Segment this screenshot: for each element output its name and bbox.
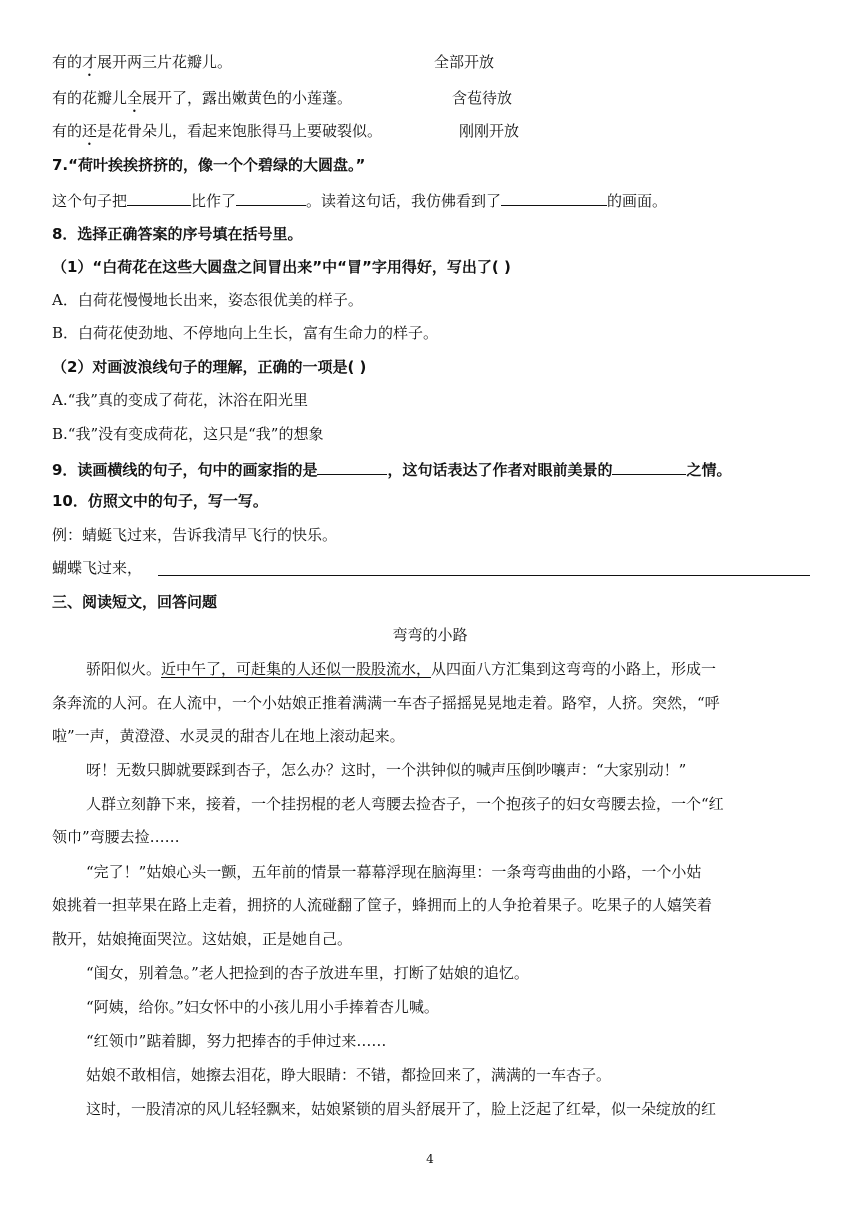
story-paragraph-4: “完了！”姑娘心头一颤，五年前的情景一幕幕浮现在脑海里：一条弯弯曲曲的小路，一个小姑 [86, 863, 702, 881]
dotted-char: 还 [82, 122, 98, 140]
story-title: 弯弯的小路 [392, 626, 468, 644]
dotted-char: 全 [127, 89, 143, 107]
question-8-sub2-option-a: A.“我”真的变成了荷花，沐浴在阳光里 [52, 391, 308, 409]
story-paragraph-1: 骄阳似火。近中午了，可赶集的人还似一股股流水，从四面八方汇集到这弯弯的小路上，形成一 [86, 660, 717, 678]
story-paragraph-6: “阿姨，给你。”妇女怀中的小孩儿用小手捧着杏儿喊。 [86, 998, 439, 1016]
story-paragraph-7: “红领巾”踮着脚，努力把捧杏的手伸过来…… [86, 1032, 387, 1050]
question-8-sub1-option-b: B．白荷花使劲地、不停地向上生长，富有生命力的样子。 [52, 324, 439, 342]
answer-blank[interactable] [501, 189, 607, 206]
question-8-title: 8．选择正确答案的序号填在括号里。 [52, 225, 303, 243]
question-7-title: 7.“荷叶挨挨挤挤的，像一个个碧绿的大圆盘。” [52, 156, 366, 174]
story-line: 散开，姑娘掩面哭泣。这姑娘，正是她自己。 [52, 930, 353, 948]
story-line: 领巾”弯腰去捡…… [52, 828, 180, 846]
question-8-sub1: （1）“白荷花在这些大圆盘之间冒出来”中“冒”字用得好，写出了( ) [52, 258, 511, 276]
answer-blank[interactable] [317, 458, 387, 475]
answer-line[interactable] [158, 575, 810, 576]
question-10-example: 例：蜻蜓飞过来，告诉我清早飞行的快乐。 [52, 526, 338, 544]
story-paragraph-2: 呀！无数只脚就要踩到杏子，怎么办？这时，一个洪钟似的喊声压倒吵嚷声：“大家别动！” [86, 761, 687, 779]
story-paragraph-9: 这时，一股清凉的风儿轻轻飘来，姑娘紧锁的眉头舒展开了，脸上泛起了红晕，似一朵绽放的红 [86, 1100, 717, 1118]
section-heading: 三、阅读短文，回答问题 [52, 593, 218, 611]
question-10-title: 10．仿照文中的句子，写一写。 [52, 492, 268, 510]
dotted-char: 才 [82, 53, 98, 71]
story-line: 娘挑着一担苹果在路上走着，拥挤的人流碰翻了筐子，蜂拥而上的人争抢着果子。吃果子的人嬉笑着 [52, 896, 713, 914]
match-line-2: 有的花瓣儿全展开了，露出嫩黄色的小莲蓬。 [52, 89, 353, 107]
page-number: 4 [426, 1152, 434, 1166]
answer-blank[interactable] [127, 189, 191, 206]
underlined-sentence: 近中午了，可赶集的人还似一股股流水， [161, 660, 432, 678]
question-10-prompt: 蝴蝶飞过来， [52, 559, 143, 577]
question-8-sub2-option-b: B.“我”没有变成荷花，这只是“我”的想象 [52, 425, 324, 443]
story-paragraph-8: 姑娘不敢相信，她擦去泪花，睁大眼睛：不错，都捡回来了，满满的一车杏子。 [86, 1066, 612, 1084]
question-8-sub1-option-a: A．白荷花慢慢地长出来，姿态很优美的样子。 [52, 291, 363, 309]
story-line: 啦”一声，黄澄澄、水灵灵的甜杏儿在地上滚动起来。 [52, 727, 405, 745]
match-option-2: 含苞待放 [452, 89, 513, 107]
match-option-1: 全部开放 [434, 53, 495, 71]
story-paragraph-5: “闺女，别着急。”老人把捡到的杏子放进车里，打断了姑娘的追忆。 [86, 964, 529, 982]
question-7-body: 这个句子把 比作了 。读着这句话，我仿佛看到了 的画面。 [52, 189, 667, 211]
story-line: 条奔流的人河。在人流中，一个小姑娘正推着满满一车杏子摇摇晃晃地走着。路窄，人挤。突然，“呼 [52, 694, 720, 712]
match-line-1: 有的才展开两三片花瓣儿。 [52, 53, 233, 71]
match-option-3: 刚刚开放 [459, 122, 520, 140]
question-9: 9．读画横线的句子，句中的画家指的是 ，这句话表达了作者对眼前美景的 之情。 [52, 458, 731, 480]
answer-blank[interactable] [236, 189, 306, 206]
question-8-sub2: （2）对画波浪线句子的理解，正确的一项是( ) [52, 358, 367, 376]
story-paragraph-3: 人群立刻静下来，接着，一个挂拐棍的老人弯腰去捡杏子，一个抱孩子的妇女弯腰去捡，一个“红 [86, 795, 724, 813]
answer-blank[interactable] [612, 458, 686, 475]
match-line-3: 有的还是花骨朵儿，看起来饱胀得马上要破裂似。 [52, 122, 383, 140]
